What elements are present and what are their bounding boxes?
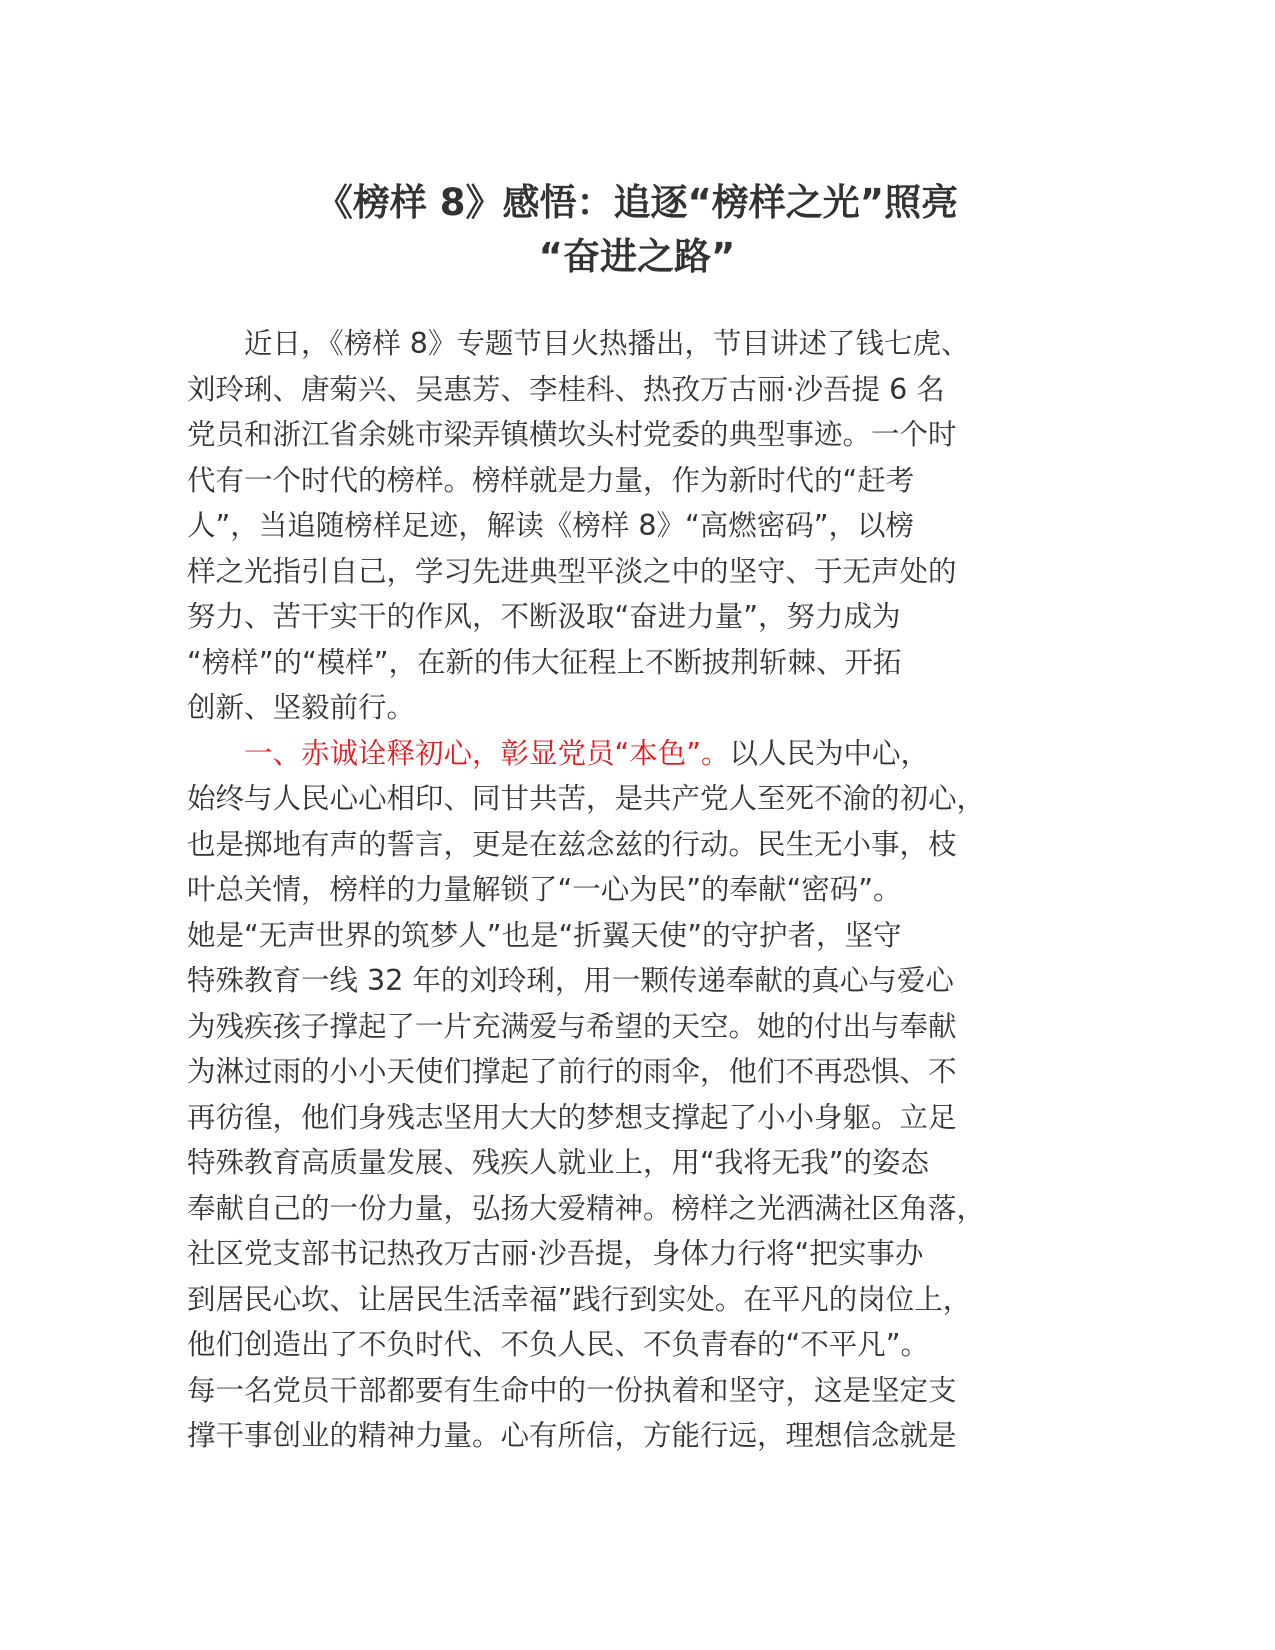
paragraph-section-1 bbox=[187, 731, 1117, 1459]
text-line: 党员和浙江省余姚市梁弄镇横坎头村党委的典型事迹。一个时 bbox=[187, 418, 957, 451]
paragraph-intro bbox=[187, 321, 1117, 731]
text-line: 样之光指引自己，学习先进典型平淡之中的坚守、于无声处的 bbox=[187, 554, 957, 588]
text-line: 撑干事创业的精神力量。心有所信，方能行远，理想信念就是 bbox=[187, 1419, 957, 1452]
text-line: 他们创造出了不负时代、不负人民、不负青春的“不平凡”。 bbox=[187, 1328, 930, 1361]
text-line: 再彷徨，他们身残志坚用大大的梦想支撑起了小小身躯。立足 bbox=[187, 1100, 957, 1134]
text-line: 为残疾孩子撑起了一片充满爱与希望的天空。她的付出与奉献 bbox=[187, 1009, 957, 1043]
text-line: 努力、苦干实干的作风，不断汲取“奋进力量”，努力成为 bbox=[187, 600, 901, 633]
text-line: 社区党支部书记热孜万古丽·沙吾提，身体力行将“把实事办 bbox=[187, 1237, 924, 1270]
section-first-line-text: 以人民为中心， bbox=[729, 736, 930, 770]
text-line: 每一名党员干部都要有生命中的一份执着和坚守，这是坚定支 bbox=[187, 1373, 957, 1407]
text-line: 特殊教育高质量发展、残疾人就业上，用“我将无我”的姿态 bbox=[187, 1146, 930, 1179]
text-line: 为淋过雨的小小天使们撑起了前行的雨伞，他们不再恐惧、不 bbox=[187, 1055, 957, 1088]
text-line: “榜样”的“模样”，在新的伟大征程上不断披荆斩棘、开拓 bbox=[187, 645, 902, 679]
text-line: 人”，当追随榜样足迹，解读《榜样 8》“高燃密码”，以榜 bbox=[187, 509, 914, 542]
section-first-line bbox=[187, 731, 1117, 777]
text-line: 特殊教育一线 32 年的刘玲琍，用一颗传递奉献的真心与爱心 bbox=[187, 964, 954, 997]
document-title bbox=[187, 176, 1087, 284]
text-line: 代有一个时代的榜样。榜样就是力量，作为新时代的“赶考 bbox=[187, 463, 915, 497]
text-line: 奉献自己的一份力量，弘扬大爱精神。榜样之光洒满社区角落， bbox=[187, 1191, 986, 1225]
text-line: 到居民心坎、让居民生活幸福”践行到实处。在平凡的岗位上， bbox=[187, 1282, 972, 1316]
text-line: 近日，《榜样 8》专题节目火热播出，节目讲述了钱七虎、 bbox=[244, 327, 970, 360]
text-line: 刘玲琍、唐菊兴、吴惠芳、李桂科、热孜万古丽·沙吾提 6 名 bbox=[187, 372, 945, 406]
text-line: 也是掷地有声的誓言，更是在兹念兹的行动。民生无小事，枝 bbox=[187, 827, 957, 861]
document-body bbox=[187, 321, 1117, 1459]
text-line: 始终与人民心心相印、同甘共苦，是共产党人至死不渝的初心， bbox=[187, 782, 986, 815]
title-line-2: “奋进之路” bbox=[538, 235, 736, 278]
text-line: 叶总关情，榜样的力量解锁了“一心为民”的奉献“密码”。 bbox=[187, 873, 902, 906]
text-line: 创新、坚毅前行。 bbox=[187, 691, 416, 724]
title-line-1: 《榜样 8》感悟：追逐“榜样之光”照亮 bbox=[315, 181, 959, 224]
section-heading: 一、赤诚诠释初心，彰显党员“本色”。 bbox=[244, 736, 730, 770]
text-line: 她是“无声世界的筑梦人”也是“折翼天使”的守护者，坚守 bbox=[187, 918, 902, 952]
